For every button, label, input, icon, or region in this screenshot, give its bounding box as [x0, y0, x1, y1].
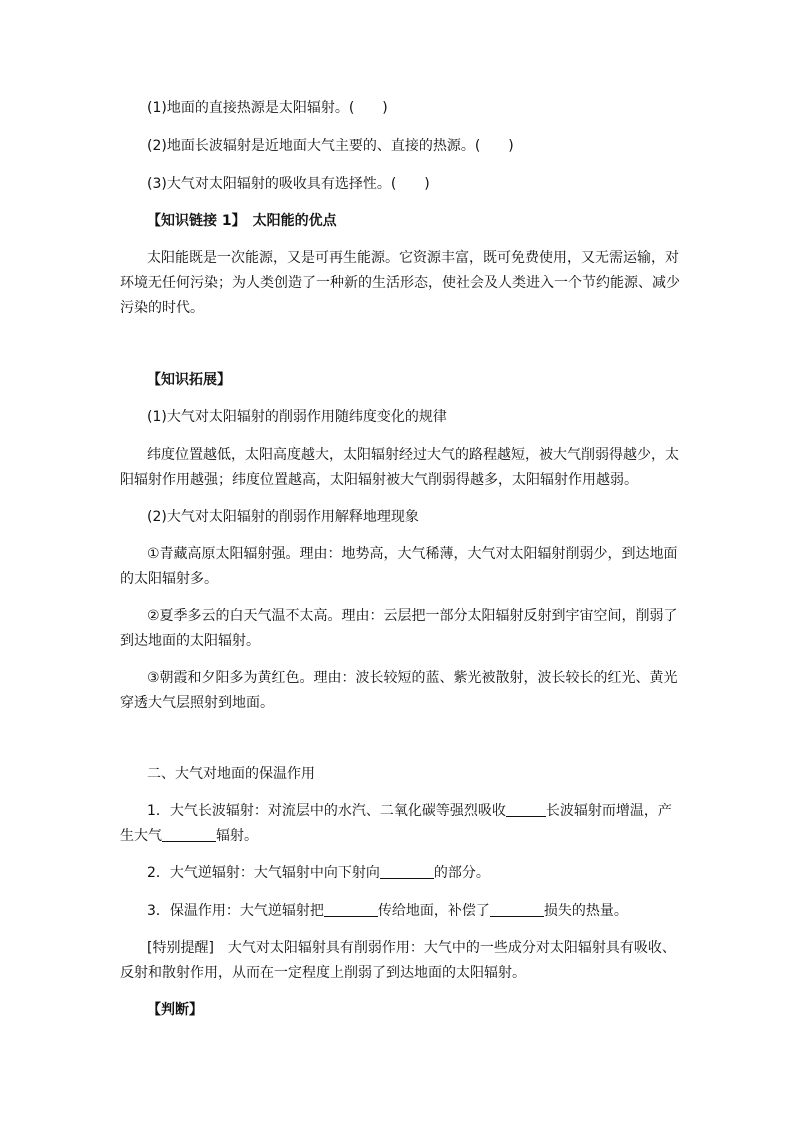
paragraph-line: 到达地面的太阳辐射。: [120, 633, 260, 649]
answer-blank[interactable]: [380, 864, 434, 879]
judge-heading: 【判断】: [147, 1002, 203, 1018]
paragraph-line: 污染的时代。: [120, 300, 204, 316]
subsection-title: (1)大气对太阳辐射的削弱作用随纬度变化的规律: [147, 409, 447, 425]
fill-blank-item-2: 2．大气逆辐射：大气辐射中向下射向 的部分。: [147, 865, 490, 881]
paragraph-line: 太阳能既是一次能源，又是可再生能源。它资源丰富，既可免费使用，又无需运输，对: [147, 250, 679, 266]
paragraph-line: 阳辐射作用越强；纬度位置越高，太阳辐射被大气削弱得越多，太阳辐射作用越弱。: [120, 472, 638, 488]
fill-blank-item-1: 1．大气长波辐射：对流层中的水汽、二氧化碳等强烈吸收 长波辐射而增温，产: [147, 803, 672, 819]
subsection-title: (2)大气对太阳辐射的削弱作用解释地理现象: [147, 509, 419, 525]
special-tip-line: 反射和散射作用，从而在一定程度上削弱了到达地面的太阳辐射。: [120, 965, 526, 981]
answer-blank[interactable]: [506, 802, 546, 817]
judge-item-3: (3)大气对太阳辐射的吸收具有选择性。( ): [147, 176, 430, 192]
fill-blank-item-3: 3．保温作用：大气逆辐射把 传给地面，补偿了 损失的热量。: [147, 903, 628, 919]
paragraph-line: 穿透大气层照射到地面。: [120, 695, 274, 711]
paragraph-line: ③朝霞和夕阳多为黄红色。理由：波长较短的蓝、紫光被散射，波长较长的红光、黄光: [147, 670, 678, 686]
fill-blank-item-1-cont: 生大气 辐射。: [120, 828, 258, 844]
judge-item-2: (2)地面长波辐射是近地面大气主要的、直接的热源。( ): [147, 138, 514, 154]
paragraph-line: 纬度位置越低，太阳高度越大，太阳辐射经过大气的路程越短，被大气削弱得越少，太: [147, 447, 679, 463]
special-tip-line: [特别提醒] 大气对太阳辐射具有削弱作用：大气中的一些成分对太阳辐射具有吸收、: [147, 940, 676, 956]
answer-blank[interactable]: [162, 827, 216, 842]
knowledge-link-heading: 【知识链接 1】 太阳能的优点: [147, 213, 337, 229]
answer-blank[interactable]: [490, 902, 544, 917]
paragraph-line: ①青藏高原太阳辐射强。理由：地势高，大气稀薄，大气对太阳辐射削弱少，到达地面: [147, 546, 678, 562]
paragraph-line: ②夏季多云的白天气温不太高。理由：云层把一部分太阳辐射反射到宇宙空间，削弱了: [147, 608, 678, 624]
paragraph-line: 环境无任何污染；为人类创造了一种新的生活形态，使社会及人类进入一个节约能源、减少: [120, 275, 680, 291]
judge-item-1: (1)地面的直接热源是太阳辐射。( ): [147, 100, 388, 116]
answer-blank[interactable]: [324, 902, 378, 917]
section-heading: 二、大气对地面的保温作用: [147, 766, 315, 782]
knowledge-expand-heading: 【知识拓展】: [147, 372, 231, 388]
paragraph-line: 的太阳辐射多。: [120, 571, 218, 587]
